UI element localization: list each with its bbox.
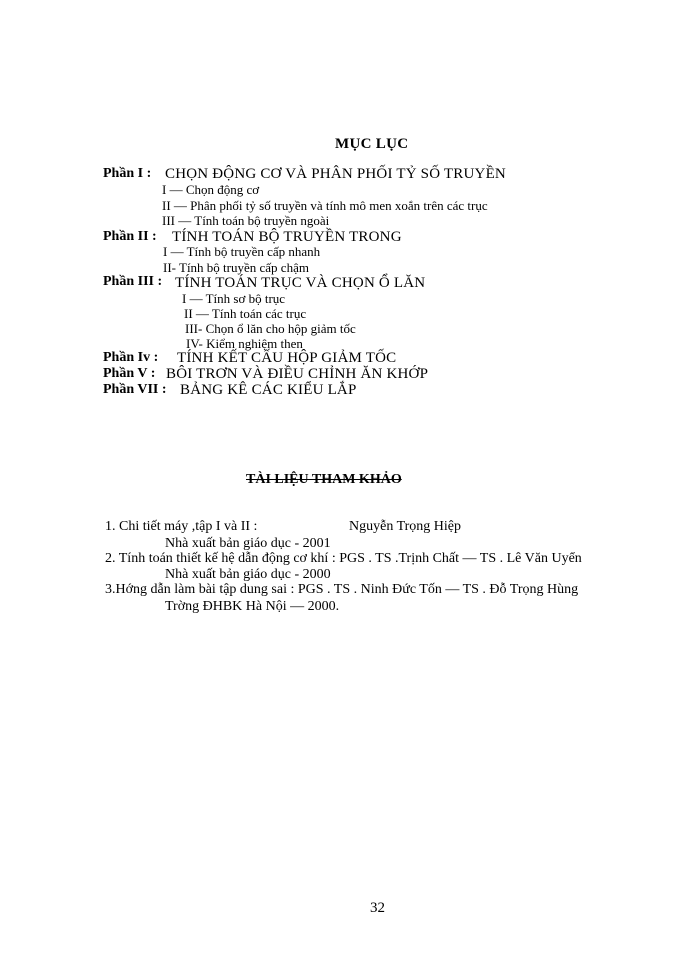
- reference-2-line-1: 2. Tính toán thiết kế hệ dẫn động cơ khí : PGS . TS .Trịnh Chất — TS . Lê Văn Uyển: [105, 551, 582, 566]
- part-1-item-2: II — Phân phối tỷ số truyền và tính mô men xoắn trên các trục: [162, 198, 488, 213]
- part-4-title: TÍNH KẾT CẤU HỘP GIẢM TỐC: [177, 350, 397, 366]
- references-title: TÀI LIỆU THAM KHẢO: [246, 472, 402, 487]
- toc-title: MỤC LỤC: [335, 136, 409, 152]
- reference-2-line-2: Nhà xuất bản giáo dục - 2000: [165, 567, 331, 582]
- part-7-label: Phần VII :: [103, 382, 167, 397]
- reference-1-author: Nguyễn Trọng Hiệp: [349, 519, 462, 534]
- part-3-item-2: II — Tính toán các trục: [184, 306, 307, 321]
- part-7-title: BẢNG KÊ CÁC KIỂU LẮP: [180, 382, 357, 398]
- reference-3-line-1: 3.Hớng dẫn làm bài tập dung sai : PGS . TS . Ninh Đức Tốn — TS . Đỗ Trọng Hùng: [105, 582, 579, 597]
- reference-1-line-1: 1. Chi tiết máy ,tập I và II :: [105, 519, 258, 534]
- reference-3-line-2: Trờng ĐHBK Hà Nội — 2000.: [165, 599, 340, 614]
- part-2-item-1: I — Tính bộ truyền cấp nhanh: [163, 244, 321, 259]
- part-3-item-3: III- Chọn ổ lăn cho hộp giảm tốc: [185, 321, 356, 336]
- part-3-title: TÍNH TOÁN TRỤC VÀ CHỌN Ổ LĂN: [175, 275, 426, 291]
- part-2-title: TÍNH TOÁN BỘ TRUYỀN TRONG: [172, 229, 402, 245]
- part-1-title: CHỌN ĐỘNG CƠ VÀ PHÂN PHỐI TỶ SỐ TRUYỀN: [165, 166, 506, 182]
- part-5-title: BÔI TRƠN VÀ ĐIỀU CHỈNH ĂN KHỚP: [166, 366, 429, 382]
- part-1-label: Phần I :: [103, 166, 152, 181]
- part-1-item-3: III — Tính toán bộ truyền ngoài: [162, 213, 330, 228]
- part-3-item-4: IV- Kiểm nghiệm then: [186, 336, 303, 351]
- part-2-item-2: II- Tính bộ truyền cấp chậm: [163, 260, 309, 275]
- page-number: 32: [370, 900, 385, 916]
- part-3-label: Phần III :: [103, 274, 163, 289]
- reference-1-line-2: Nhà xuất bản giáo dục - 2001: [165, 536, 331, 551]
- part-2-label: Phần II :: [103, 229, 157, 244]
- part-1-item-1: I — Chọn động cơ: [162, 182, 260, 197]
- part-5-label: Phần V :: [103, 366, 156, 381]
- part-3-item-1: I — Tính sơ bộ trục: [182, 291, 286, 306]
- part-4-label: Phần Iv :: [103, 350, 159, 365]
